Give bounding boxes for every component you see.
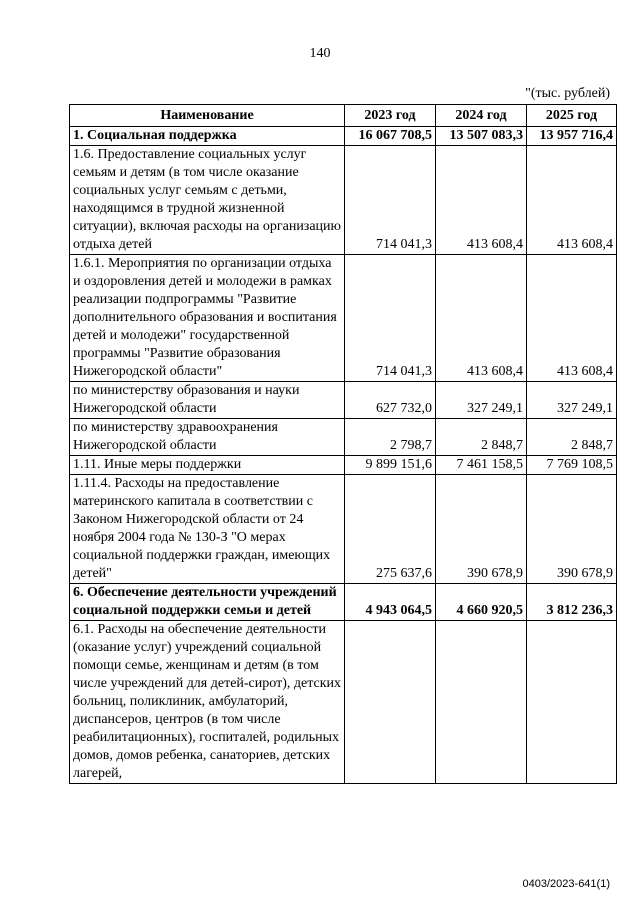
table-row: [70, 475, 617, 584]
row-value-2023: 714 041,3: [345, 146, 436, 255]
row-value-2023: 4 943 064,5: [345, 584, 436, 621]
table-header-row: [70, 105, 617, 127]
row-value-2024: 413 608,4: [436, 255, 527, 382]
row-name: 1.6.1. Мероприятия по организации отдыха и оздоровления детей и молодежи в рамках реализации подпрограммы "Развитие дополнительного образования и воспитания детей и молодежи" государственной программы "Развитие образования Нижегородской области": [70, 255, 345, 382]
row-name: по министерству здравоохранения Нижегородской области: [70, 419, 345, 456]
row-name: 1.11. Иные меры поддержки: [70, 456, 345, 475]
table-row: [70, 584, 617, 621]
row-value-2024: 13 507 083,3: [436, 127, 527, 146]
row-value-2025: [527, 621, 617, 784]
row-value-2023: 16 067 708,5: [345, 127, 436, 146]
row-value-2025: 413 608,4: [527, 146, 617, 255]
table-row: [70, 621, 617, 784]
row-value-2025: 3 812 236,3: [527, 584, 617, 621]
row-value-2024: 4 660 920,5: [436, 584, 527, 621]
budget-table: [69, 104, 617, 784]
row-name: по министерству образования и науки Нижегородской области: [70, 382, 345, 419]
row-value-2024: 7 461 158,5: [436, 456, 527, 475]
row-value-2025: 2 848,7: [527, 419, 617, 456]
row-value-2024: 413 608,4: [436, 146, 527, 255]
table-row: [70, 146, 617, 255]
row-value-2023: [345, 621, 436, 784]
row-value-2025: 413 608,4: [527, 255, 617, 382]
table-row: [70, 255, 617, 382]
header-2023: 2023 год: [345, 105, 436, 127]
row-name: 1.11.4. Расходы на предоставление материнского капитала в соответствии с Законом Нижегородской области от 24 ноября 2004 года № 130-З "О мерах социальной поддержки граждан, имеющих детей": [70, 475, 345, 584]
row-name: 6. Обеспечение деятельности учреждений социальной поддержки семьи и детей: [70, 584, 345, 621]
row-name: 1.6. Предоставление социальных услуг семьям и детям (в том числе оказание социальных услуг семьям с детьми, находящимся в трудной жизненной ситуации), включая расходы на организацию отдыха детей: [70, 146, 345, 255]
table-row: [70, 419, 617, 456]
row-value-2023: 714 041,3: [345, 255, 436, 382]
row-name: 1. Социальная поддержка: [70, 127, 345, 146]
header-2025: 2025 год: [527, 105, 617, 127]
row-value-2025: 327 249,1: [527, 382, 617, 419]
row-value-2023: 9 899 151,6: [345, 456, 436, 475]
row-value-2024: 327 249,1: [436, 382, 527, 419]
row-value-2025: 390 678,9: [527, 475, 617, 584]
page-number: 140: [309, 46, 331, 61]
row-value-2025: 13 957 716,4: [527, 127, 617, 146]
row-value-2025: 7 769 108,5: [527, 456, 617, 475]
row-value-2023: 627 732,0: [345, 382, 436, 419]
row-value-2023: 275 637,6: [345, 475, 436, 584]
table-row: [70, 127, 617, 146]
header-2024: 2024 год: [436, 105, 527, 127]
document-code: 0403/2023-641(1): [522, 878, 610, 890]
row-value-2023: 2 798,7: [345, 419, 436, 456]
table-row: [70, 456, 617, 475]
row-value-2024: 390 678,9: [436, 475, 527, 584]
header-name: Наименование: [70, 105, 345, 127]
units-label: "(тыс. рублей): [525, 86, 610, 101]
table-row: [70, 382, 617, 419]
row-value-2024: 2 848,7: [436, 419, 527, 456]
row-name: 6.1. Расходы на обеспечение деятельности (оказание услуг) учреждений социальной помощи семье, женщинам и детям (в том числе учреждений для детей-сирот), детских больниц, поликлиник, амбулаторий, диспансеров, центров (в том числе реабилитационных), госпиталей, родильных домов, домов ребенка, санаториев, детских лагерей,: [70, 621, 345, 784]
row-value-2024: [436, 621, 527, 784]
